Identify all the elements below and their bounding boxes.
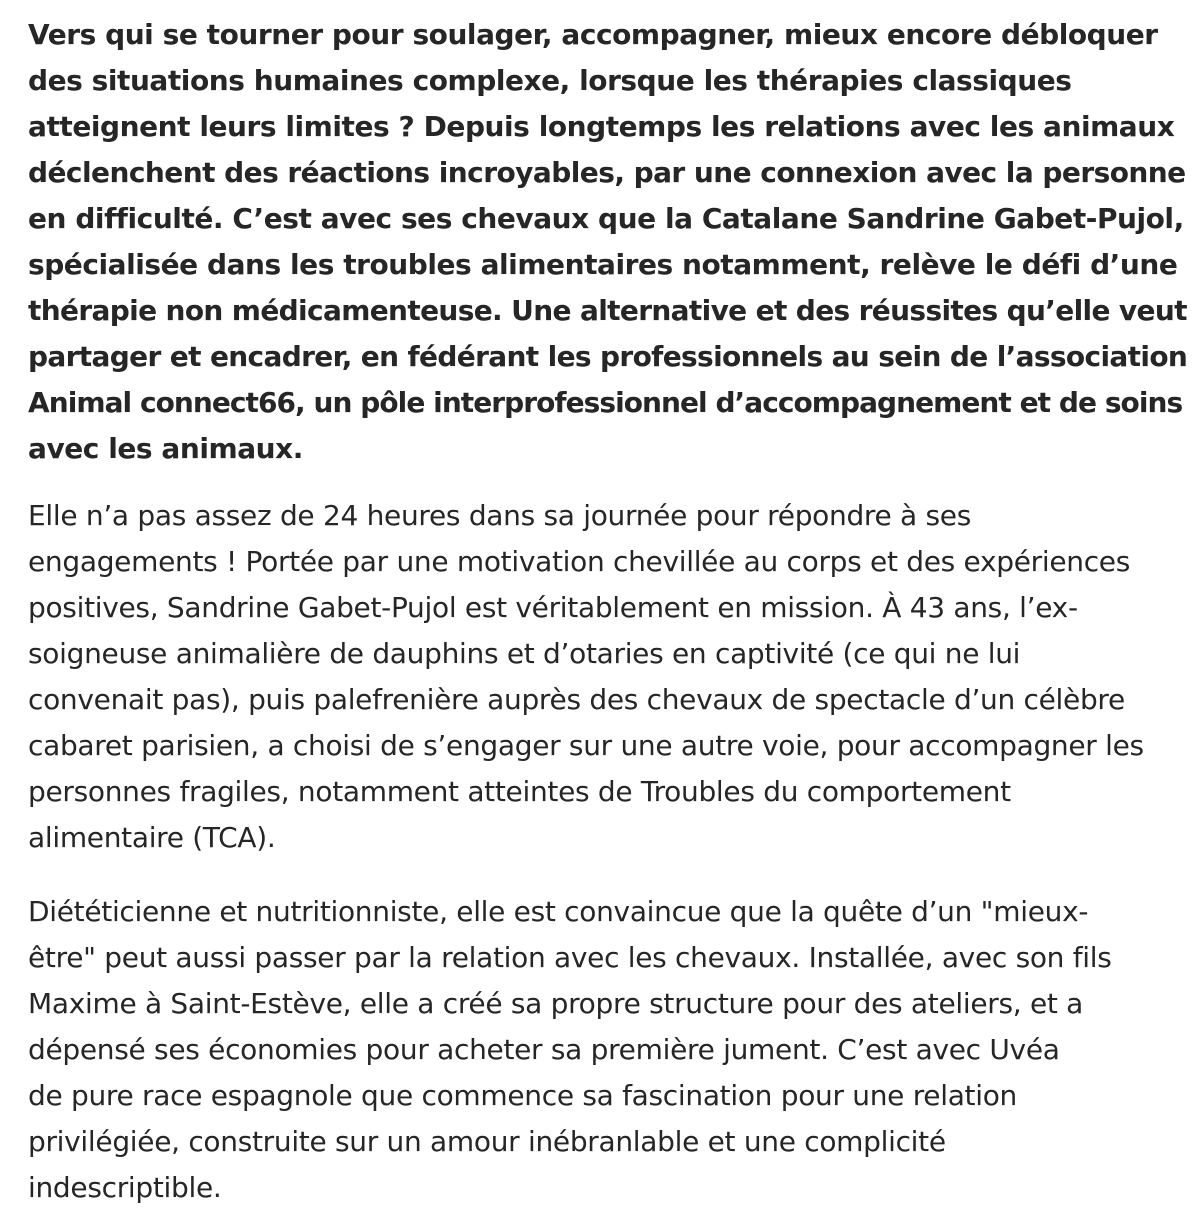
article-body <box>28 12 1188 1211</box>
lead-line: des situations humaines complexe, lorsque les thérapies classiques <box>28 64 1072 97</box>
paragraph-line: Maxime à Saint-Estève, elle a créé sa propre structure pour des ateliers, et a <box>28 987 1084 1020</box>
paragraph-line: positives, Sandrine Gabet-Pujol est véritablement en mission. À 43 ans, l’ex- <box>28 591 1078 624</box>
lead-line: Vers qui se tourner pour soulager, accompagner, mieux encore débloquer <box>28 18 1158 51</box>
paragraph-line: alimentaire (TCA). <box>28 821 276 854</box>
paragraph-line: soigneuse animalière de dauphins et d’otaries en captivité (ce qui ne lui <box>28 637 1021 670</box>
paragraph-line: personnes fragiles, notamment atteintes de Troubles du comportement <box>28 775 1011 808</box>
paragraph-line: dépensé ses économies pour acheter sa première jument. C’est avec Uvéa <box>28 1033 1060 1066</box>
lead-line: partager et encadrer, en fédérant les professionnels au sein de l’association <box>28 340 1188 373</box>
article-paragraph-1 <box>28 493 1188 861</box>
article-paragraph-2 <box>28 889 1188 1211</box>
paragraph-line: Diététicienne et nutritionniste, elle est convaincue que la quête d’un "mieux- <box>28 895 1089 928</box>
lead-line: thérapie non médicamenteuse. Une alternative et des réussites qu’elle veut <box>28 294 1187 327</box>
paragraph-line: convenait pas), puis palefrenière auprès des chevaux de spectacle d’un célèbre <box>28 683 1125 716</box>
paragraph-line: cabaret parisien, a choisi de s’engager sur une autre voie, pour accompagner les <box>28 729 1144 762</box>
lead-line: spécialisée dans les troubles alimentaires notamment, relève le défi d’une <box>28 248 1178 281</box>
paragraph-line: privilégiée, construite sur un amour inébranlable et une complicité <box>28 1125 946 1158</box>
paragraph-line: engagements ! Portée par une motivation chevillée au corps et des expériences <box>28 545 1131 578</box>
paragraph-line: Elle n’a pas assez de 24 heures dans sa journée pour répondre à ses <box>28 499 972 532</box>
lead-line: déclenchent des réactions incroyables, par une connexion avec la personne <box>28 156 1186 189</box>
lead-line: en difficulté. C’est avec ses chevaux que la Catalane Sandrine Gabet-Pujol, <box>28 202 1184 235</box>
lead-line: Animal connect66, un pôle interprofessionnel d’accompagnement et de soins <box>28 386 1183 419</box>
paragraph-line: de pure race espagnole que commence sa fascination pour une relation <box>28 1079 1017 1112</box>
lead-line: avec les animaux. <box>28 432 303 465</box>
paragraph-line: indescriptible. <box>28 1171 222 1204</box>
article-lead-paragraph <box>28 12 1188 472</box>
paragraph-line: être" peut aussi passer par la relation avec les chevaux. Installée, avec son fils <box>28 941 1112 974</box>
lead-line: atteignent leurs limites ? Depuis longtemps les relations avec les animaux <box>28 110 1175 143</box>
